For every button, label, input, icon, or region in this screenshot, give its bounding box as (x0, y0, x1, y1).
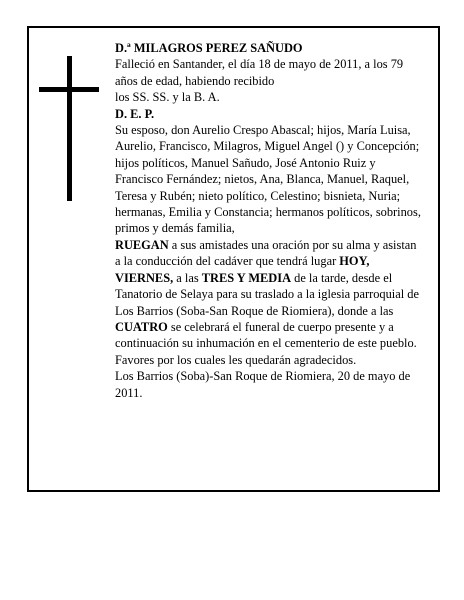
cuatro-word: CUATRO (115, 319, 168, 334)
request-part-3: de la tarde, desde el Tanatorio de Selaya para su traslado a la iglesia parroquial de Los Barrios (Soba-San Roque de Riomiera), donde a las (115, 270, 419, 318)
death-line-1: Falleció en Santander, el día 18 de mayo de 2011, a los 79 años de edad, habiendo recibido (115, 57, 404, 88)
death-details (115, 56, 423, 105)
place-and-date: Los Barrios (Soba)-San Roque de Riomiera, 20 de mayo de 2011. (115, 369, 411, 400)
death-line-2: los SS. SS. y la B. A. (115, 90, 220, 105)
hoy-viernes: HOY, VIERNES, (115, 254, 370, 285)
cross-vertical-bar (67, 56, 72, 201)
request-part-1: a sus amistades una oración por su alma y asistan a la conducción del cadáver que tendrá lugar (115, 237, 417, 269)
request-part-2: a las (173, 270, 202, 285)
obituary-text (115, 40, 423, 401)
deceased-name: D.ª MILAGROS PEREZ SAÑUDO (115, 41, 303, 55)
cross-horizontal-bar (39, 87, 99, 92)
cross-icon (39, 56, 99, 201)
family-list: Su esposo, don Aurelio Crespo Abascal; hijos, María Luisa, Aurelio, Francisco, Milagros, Miguel Angel () y Concepción; hijos políticos, Manuel Sañudo, José Antonio Ruiz y Francisco Fernández; nietos, Ana, Blanca, Manuel, Raquel, Teresa y Rubén; nieto político, Celestino; bisnieta, Nuria; hermanas, Emilia y Constancia; hermanos políticos, sobrinos, primos y demás familia, (115, 123, 421, 236)
request-paragraph (115, 237, 423, 368)
ruegan-word: RUEGAN (115, 237, 169, 252)
tres-y-media: TRES Y MEDIA (201, 270, 292, 285)
obituary-notice (27, 26, 440, 492)
rip-line: D. E. P. (115, 106, 155, 121)
request-part-4: se celebrará el funeral de cuerpo presente y a continuación su inhumación en el cementerio de este pueblo. Favores por los cuales les quedarán agradecidos. (115, 319, 417, 367)
